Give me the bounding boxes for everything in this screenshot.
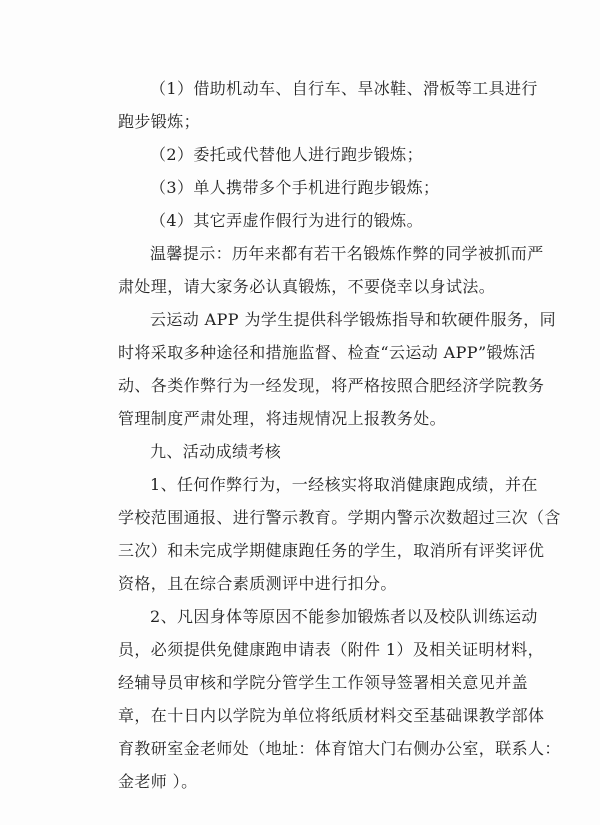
- tip-paragraph-cont: 肃处理，请大家务必认真锻炼，不要侥幸以身试法。: [118, 277, 496, 296]
- rule-2-cont-1: 员，必须提供免健康跑申请表（附件 1）及相关证明材料，: [118, 640, 545, 659]
- rule-1-cont-3: 资格，且在综合素质测评中进行扣分。: [118, 574, 397, 593]
- rule-2-paragraph: 2、凡因身体等原因不能参加锻炼者以及校队训练运动: [150, 607, 538, 626]
- list-item-2: （2）委托或代替他人进行跑步锻炼；: [150, 145, 423, 164]
- rule-2-cont-4: 育教研室金老师处（地址：体育馆大门右侧办公室，联系人：: [118, 739, 561, 758]
- section-heading: 九、活动成绩考核: [150, 442, 282, 461]
- app-paragraph-cont-3: 管理制度严肃处理，将违规情况上报教务处。: [118, 409, 447, 428]
- app-paragraph-cont-1: 时将采取多种途径和措施监督、检查“云运动 APP”锻炼活: [118, 343, 536, 362]
- rule-1-paragraph: 1、任何作弊行为，一经核实将取消健康跑成绩，并在: [150, 475, 538, 494]
- list-item-1: （1）借助机动车、自行车、旱冰鞋、滑板等工具进行: [150, 79, 538, 98]
- list-item-3: （3）单人携带多个手机进行跑步锻炼；: [150, 178, 440, 197]
- list-item-1-cont: 跑步锻炼；: [118, 112, 201, 131]
- rule-2-cont-3: 章，在十日内以学院为单位将纸质材料交至基础课教学部体: [118, 706, 545, 725]
- app-paragraph: 云运动 APP 为学生提供科学锻炼指导和软硬件服务，同: [150, 310, 557, 329]
- document-body: [118, 72, 561, 798]
- rule-1-cont-1: 学校范围通报、进行警示教育。学期内警示次数超过三次（含: [118, 508, 561, 527]
- rule-2-cont-5: 金老师 ）。: [118, 772, 198, 791]
- rule-1-cont-2: 三次）和未完成学期健康跑任务的学生，取消所有评奖评优: [118, 541, 545, 560]
- tip-paragraph: 温馨提示：历年来都有若干名锻炼作弊的同学被抓而严: [150, 244, 544, 263]
- rule-2-cont-2: 经辅导员审核和学院分管学生工作领导签署相关意见并盖: [118, 673, 529, 692]
- app-paragraph-cont-2: 动、各类作弊行为一经发现，将严格按照合肥经济学院教务: [118, 376, 545, 395]
- list-item-4: （4）其它弄虚作假行为进行的锻炼。: [150, 211, 423, 230]
